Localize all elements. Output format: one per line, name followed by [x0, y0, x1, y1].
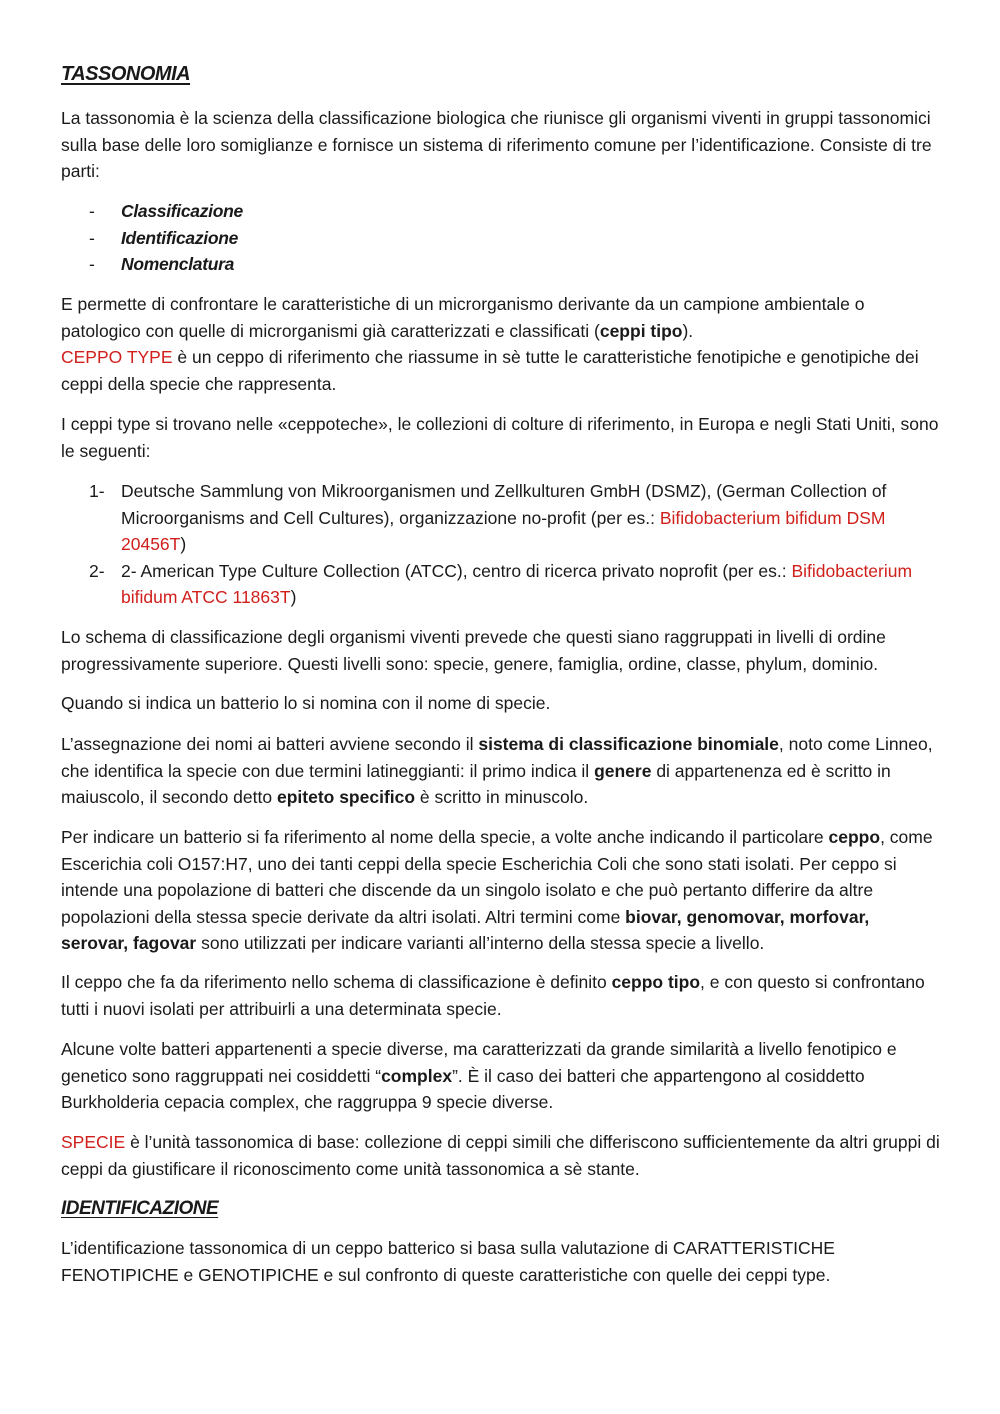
- binomial-paragraph: L’assegnazione dei nomi ai batteri avviene secondo il sistema di classificazione binomiale, noto come Linneo, che identifica la specie con due termini latineggianti: il primo indica il genere di appartenenza ed è scritto in maiuscolo, il secondo detto epiteto specifico è scritto in minuscolo.: [61, 734, 933, 808]
- schema-paragraph: Lo schema di classificazione degli organismi viventi prevede che questi siano raggruppati in livelli di ordine progressivamente superiore. Questi livelli sono: specie, genere, famiglia, ordine, classe, phylum, dominio.: [61, 627, 886, 674]
- intro-paragraph: La tassonomia è la scienza della classificazione biologica che riunisce gli organismi viventi in gruppi tassonomici sulla base delle loro somiglianze e fornisce un sistema di riferimento comune per l’identificazione. Consiste di tre parti:: [61, 108, 932, 182]
- part-identificazione: Identificazione: [121, 227, 239, 248]
- example-atcc: Bifidobacterium bifidum ATCC 11863T: [121, 560, 913, 608]
- ceppo-paragraph: Per indicare un batterio si fa riferimento al nome della specie, a volte anche indicando il particolare ceppo, come Escerichia coli O157:H7, uno dei tanti ceppi della specie Escherichia Coli che sono stati isolati. Per ceppo si intende una popolazione di batteri che discende da un singolo isolato e che può pertanto differire da altre popolazioni della stessa specie derivate da altri isolati. Altri termini come biovar, genomovar, morfovar, serovar, fagovar sono utilizzati per indicare varianti all’interno della stessa specie a livello.: [61, 827, 933, 954]
- specie-paragraph: SPECIE è l’unità tassonomica di base: collezione di ceppi simili che differiscono sufficientemente da altri gruppi di ceppi da giustificare il riconoscimento come unità tassonomica a sè stante.: [61, 1132, 940, 1179]
- example-dsm: Bifidobacterium bifidum DSM 20456T: [121, 507, 886, 555]
- ceppo-tipo-paragraph: Il ceppo che fa da riferimento nello schema di classificazione è definito ceppo tipo, e con questo si confrontano tutti i nuovi isolati per attribuirli a una determinata specie.: [61, 972, 925, 1019]
- specie-term: SPECIE: [61, 1132, 126, 1152]
- identification-paragraph: L’identificazione tassonomica di un ceppo batterico si basa sulla valutazione di CARATTERISTICHE FENOTIPICHE e GENOTIPICHE e sul confronto di queste caratteristiche con quelle dei ceppi type.: [61, 1238, 835, 1285]
- collections-intro: I ceppi type si trovano nelle «ceppoteche», le collezioni di colture di riferimento, in Europa e negli Stati Uniti, sono le seguenti:: [61, 414, 939, 461]
- part-classificazione: Classificazione: [121, 201, 243, 221]
- collections-list: [61, 478, 941, 611]
- part-nomenclatura: Nomenclatura: [121, 254, 235, 275]
- section-title-identificazione: IDENTIFICAZIONE: [61, 1198, 219, 1219]
- compare-paragraph: E permette di confrontare le caratteristiche di un microrganismo derivante da un campione ambientale o patologico con quelle di microrganismi già caratterizzati e classificati (ceppi tipo). CEPPO TYPE è un ceppo di riferimento che riassume in sè tutte le caratteristiche fenotipiche e genotipiche dei ceppi della specie che rappresenta.: [61, 294, 919, 394]
- list-item: 1- Deutsche Sammlung von Mikroorganismen und Zellkulturen GmbH (DSMZ), (German Collection of Microorganisms and Cell Cultures), organizzazione no-profit (per es.: Bifidobacterium bifidum DSM 20456T): [89, 481, 887, 555]
- ceppo-type-term: CEPPO TYPE: [61, 347, 173, 368]
- complex-paragraph: Alcune volte batteri appartenenti a specie diverse, ma caratterizzati da grande similarità a livello fenotipico e genetico sono raggruppati nei cosiddetti “complex”. È il caso dei batteri che appartengono al cosiddetto Burkholderia cepacia complex, che raggruppa 9 specie diverse.: [61, 1039, 897, 1113]
- naming-paragraph: Quando si indica un batterio lo si nomina con il nome di specie.: [61, 693, 551, 713]
- list-item: 2- 2- American Type Culture Collection (ATCC), centro di ricerca privato noprofit (per es.: Bifidobacterium bifidum ATCC 11863T): [89, 560, 913, 608]
- page-title: TASSONOMIA: [61, 63, 191, 85]
